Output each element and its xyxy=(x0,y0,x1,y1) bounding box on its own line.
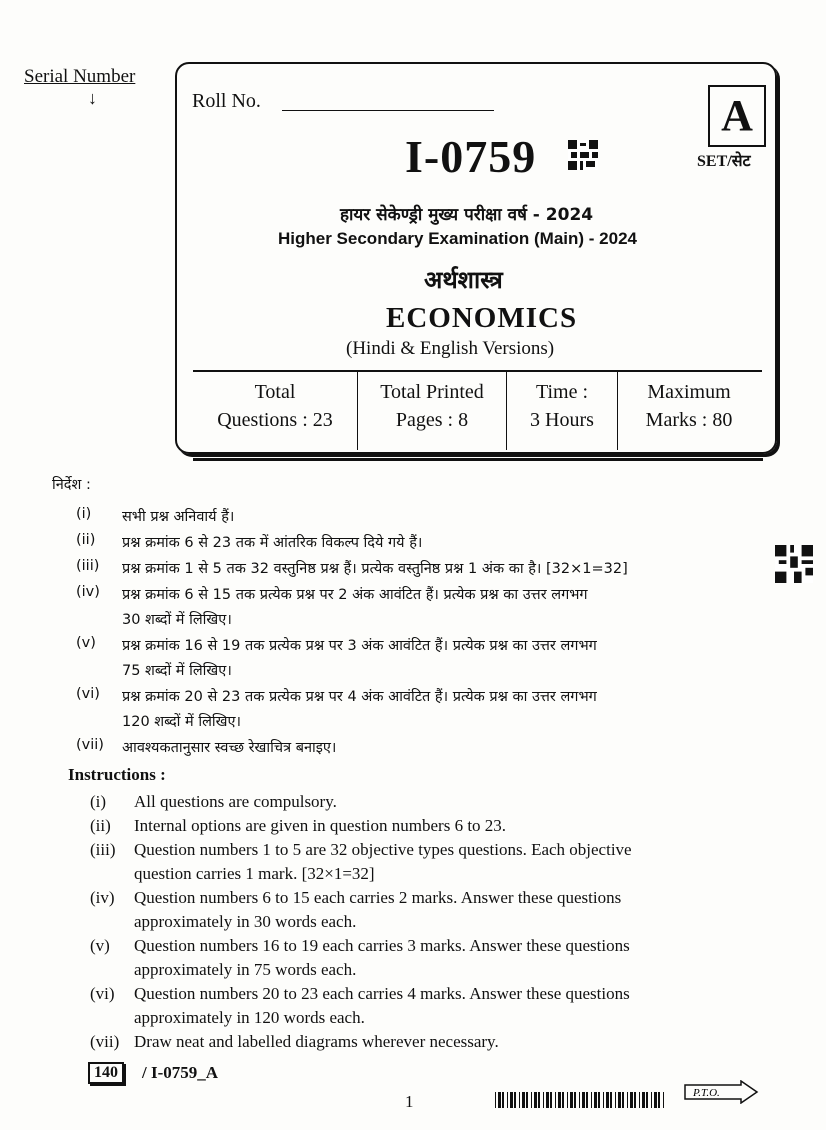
paper-code: I-0759 xyxy=(405,131,537,182)
barcode-bar xyxy=(646,1092,648,1108)
barcode-bar xyxy=(639,1092,640,1108)
item-text: Question numbers 16 to 19 each carries 3 marks. Answer these questions xyxy=(134,936,630,955)
item-number: (iv) xyxy=(76,584,100,600)
item-number: (vi) xyxy=(76,686,100,702)
item-number: (iv) xyxy=(90,888,115,907)
item-number: (i) xyxy=(76,506,92,522)
item-text: approximately in 120 words each. xyxy=(134,1008,365,1027)
item-text: 75 शब्दों में लिखिए। xyxy=(122,663,232,679)
item-text: प्रश्न क्रमांक 1 से 5 तक 32 वस्तुनिष्ठ प्रश्न हैं। प्रत्येक वस्तुनिष्ठ प्रश्न 1 अंक का है। [32×1=32] xyxy=(122,561,628,577)
item-text: approximately in 30 words each. xyxy=(134,912,357,931)
nirdesh-title: निर्देश : xyxy=(52,477,91,493)
total-questions-cell: Total Questions : 23 xyxy=(217,381,333,431)
item-text: All questions are compulsory. xyxy=(134,792,337,811)
barcode-bar xyxy=(594,1092,597,1108)
barcode-bar xyxy=(495,1092,496,1108)
item-text: Question numbers 20 to 23 each carries 4 marks. Answer these questions xyxy=(134,984,630,1003)
barcode-bar xyxy=(618,1092,621,1108)
barcode-bar xyxy=(558,1092,561,1108)
footer-number-box: 140 xyxy=(88,1062,124,1084)
barcode-bar xyxy=(591,1092,592,1108)
item-text: 120 शब्दों में लिखिए। xyxy=(122,714,242,730)
item-number: (v) xyxy=(90,936,110,955)
barcode-bar xyxy=(519,1092,520,1108)
qr-code-icon xyxy=(775,545,813,583)
barcode-bar xyxy=(555,1092,556,1108)
roll-no-label: Roll No. xyxy=(192,90,261,112)
divider xyxy=(193,458,763,461)
qr-code-icon xyxy=(567,140,599,170)
item-number: (vii) xyxy=(76,737,104,753)
barcode-bar xyxy=(658,1092,660,1108)
barcode-bar xyxy=(634,1092,636,1108)
barcode-bar xyxy=(654,1092,657,1108)
barcode-bar xyxy=(610,1092,612,1108)
set-letter: A xyxy=(708,85,766,147)
barcode-bar xyxy=(543,1092,544,1108)
barcode-bar xyxy=(526,1092,528,1108)
serial-number-label: Serial Number xyxy=(24,66,136,87)
barcode-bar xyxy=(570,1092,573,1108)
roll-no-field[interactable] xyxy=(282,110,494,111)
barcode-icon xyxy=(495,1092,665,1108)
barcode-bar xyxy=(579,1092,580,1108)
item-number: (v) xyxy=(76,635,96,651)
versions-note: (Hindi & English Versions) xyxy=(346,338,555,359)
barcode-bar xyxy=(642,1092,645,1108)
barcode-bar xyxy=(586,1092,588,1108)
item-text: प्रश्न क्रमांक 6 से 15 तक प्रत्येक प्रश्न पर 2 अंक आवंटित हैं। प्रत्येक प्रश्न का उत्तर लगभग xyxy=(122,587,588,603)
barcode-bar xyxy=(630,1092,633,1108)
item-text: Question numbers 6 to 15 each carries 2 marks. Answer these questions xyxy=(134,888,622,907)
barcode-bar xyxy=(627,1092,628,1108)
item-text: Internal options are given in question numbers 6 to 23. xyxy=(134,816,507,835)
item-number: (vi) xyxy=(90,984,115,1003)
exam-title-hindi: हायर सेकेण्ड्री मुख्य परीक्षा वर्ष - 2024 xyxy=(340,205,594,225)
barcode-bar xyxy=(598,1092,600,1108)
footer-code: / I-0759_A xyxy=(142,1063,219,1082)
item-number: (iii) xyxy=(76,558,100,574)
item-text: 30 शब्दों में लिखिए। xyxy=(122,612,232,628)
barcode-bar xyxy=(615,1092,616,1108)
barcode-bar xyxy=(651,1092,652,1108)
max-marks-cell: Maximum Marks : 80 xyxy=(617,372,760,450)
barcode-bar xyxy=(498,1092,501,1108)
subject-english: ECONOMICS xyxy=(386,302,578,334)
pto-label: P.T.O. xyxy=(693,1087,720,1099)
barcode-bar xyxy=(562,1092,564,1108)
barcode-bar xyxy=(534,1092,537,1108)
barcode-bar xyxy=(546,1092,549,1108)
item-number: (ii) xyxy=(90,816,111,835)
item-text: सभी प्रश्न अनिवार्य हैं। xyxy=(122,509,235,525)
barcode-bar xyxy=(538,1092,540,1108)
barcode-bar xyxy=(514,1092,516,1108)
barcode-bar xyxy=(603,1092,604,1108)
item-number: (vii) xyxy=(90,1032,120,1051)
item-number: (i) xyxy=(90,792,107,811)
item-text: question carries 1 mark. [32×1=32] xyxy=(134,864,375,883)
barcode-bar xyxy=(531,1092,532,1108)
barcode-bar xyxy=(550,1092,552,1108)
barcode-bar xyxy=(606,1092,609,1108)
down-arrow-icon: ↓ xyxy=(88,88,97,108)
total-pages-cell: Total Printed Pages : 8 xyxy=(357,372,506,450)
page-number: 1 xyxy=(405,1092,414,1111)
barcode-bar xyxy=(507,1092,508,1108)
barcode-bar xyxy=(502,1092,504,1108)
exam-title-english: Higher Secondary Examination (Main) - 2024 xyxy=(278,229,637,248)
time-cell: Time : 3 Hours xyxy=(506,372,617,450)
info-table xyxy=(193,370,762,450)
barcode-bar xyxy=(510,1092,513,1108)
barcode-bar xyxy=(567,1092,568,1108)
set-label: SET/सेट xyxy=(697,153,751,170)
pto-arrow xyxy=(683,1080,759,1104)
item-text: Draw neat and labelled diagrams wherever necessary. xyxy=(134,1032,499,1051)
item-text: प्रश्न क्रमांक 20 से 23 तक प्रत्येक प्रश्न पर 4 अंक आवंटित हैं। प्रत्येक प्रश्न का उत्तर लगभग xyxy=(122,689,597,705)
barcode-bar xyxy=(522,1092,525,1108)
item-number: (iii) xyxy=(90,840,116,859)
barcode-bar xyxy=(663,1092,664,1108)
barcode-bar xyxy=(574,1092,576,1108)
item-number: (ii) xyxy=(76,532,96,548)
item-text: Question numbers 1 to 5 are 32 objective types questions. Each objective xyxy=(134,840,632,859)
barcode-bar xyxy=(622,1092,624,1108)
item-text: आवश्यकतानुसार स्वच्छ रेखाचित्र बनाइए। xyxy=(122,740,337,756)
item-text: approximately in 75 words each. xyxy=(134,960,357,979)
item-text: प्रश्न क्रमांक 16 से 19 तक प्रत्येक प्रश्न पर 3 अंक आवंटित हैं। प्रत्येक प्रश्न का उत्तर लगभग xyxy=(122,638,597,654)
barcode-bar xyxy=(582,1092,585,1108)
instructions-title: Instructions : xyxy=(68,765,166,784)
subject-hindi: अर्थशास्त्र xyxy=(424,266,503,294)
item-text: प्रश्न क्रमांक 6 से 23 तक में आंतरिक विकल्प दिये गये हैं। xyxy=(122,535,423,551)
